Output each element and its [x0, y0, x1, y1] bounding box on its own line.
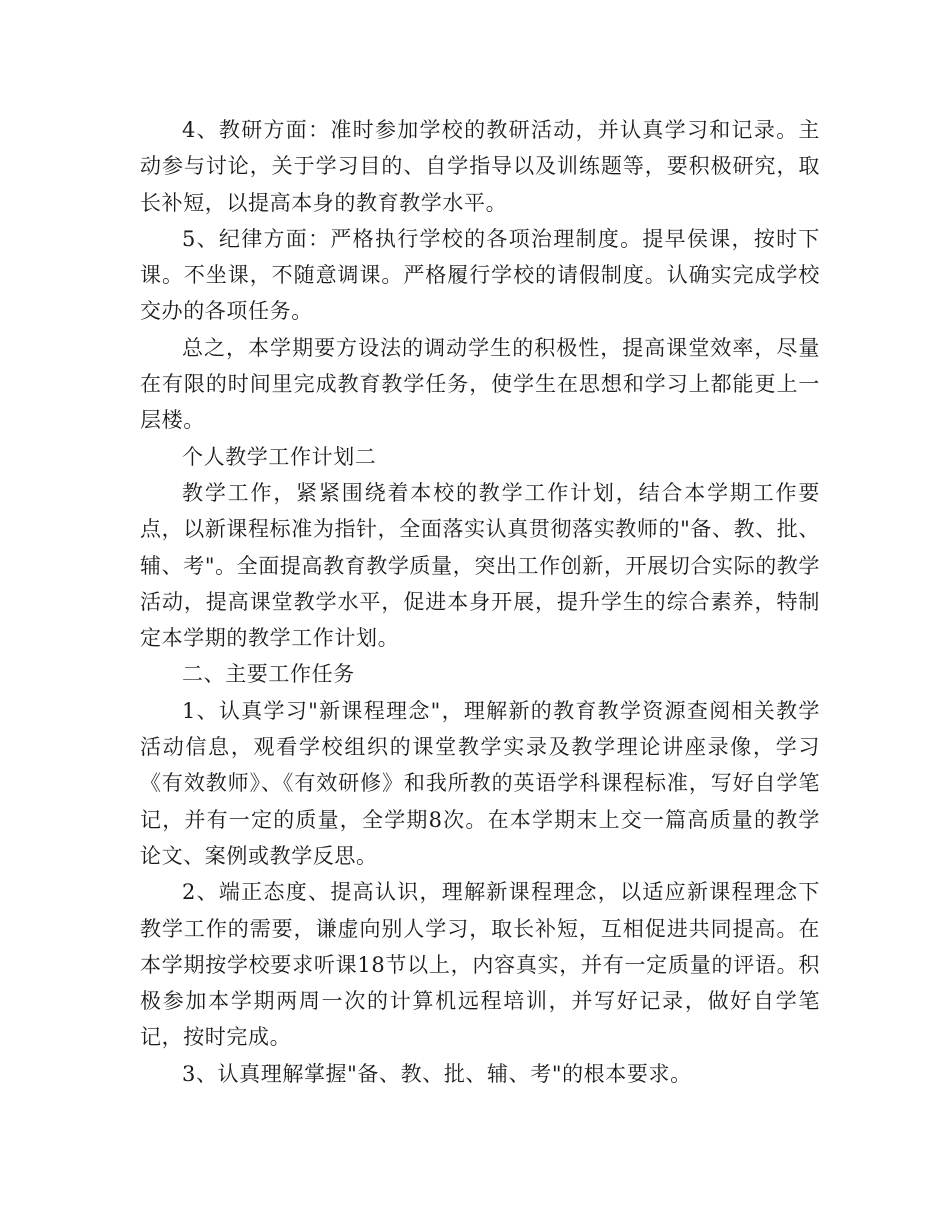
- paragraph-plan-intro: 教学工作，紧紧围绕着本校的教学工作计划，结合本学期工作要点，以新课程标准为指针，全面落实认真贯彻落实教师的"备、教、批、辅、考"。全面提高教育教学质量，突出工作创新，开展切合实际的教学活动，提高课堂教学水平，促进本身开展，提升学生的综合素养，特制定本学期的教学工作计划。: [140, 480, 820, 651]
- paragraph-discipline: 5、纪律方面：严格执行学校的各项治理制度。提早侯课，按时下课。不坐课，不随意调课。严格履行学校的请假制度。认确实完成学校交办的各项任务。: [140, 226, 820, 324]
- document-body: [140, 112, 820, 1092]
- section-heading-main-tasks: 二、主要工作任务: [182, 662, 355, 687]
- paragraph-task-1: 1、认真学习"新课程理念"，理解新的教育教学资源查阅相关教学活动信息，观看学校组织的课堂教学实录及教学理论讲座录像，学习《有效教师》、《有效研修》和我所教的英语学科课程标准，写好自学笔记，并有一定的质量，全学期8次。在本学期末上交一篇高质量的教学论文、案例或教学反思。: [140, 698, 820, 868]
- paragraph-task-2: 2、端正态度、提高认识，理解新课程理念，以适应新课程理念下教学工作的需要，谦虚向别人学习，取长补短，互相促进共同提高。在本学期按学校要求听课18节以上，内容真实，并有一定质量的评语。积极参加本学期两周一次的计算机远程培训，并写好记录，做好自学笔记，按时完成。: [140, 880, 820, 1050]
- paragraph-task-3: 3、认真理解掌握"备、教、批、辅、考"的根本要求。: [182, 1061, 692, 1086]
- paragraph-teaching-research: 4、教研方面：准时参加学校的教研活动，并认真学习和记录。主动参与讨论，关于学习目的、自学指导以及训练题等，要积极研究，取长补短，以提高本身的教育教学水平。: [140, 118, 820, 215]
- paragraph-summary: 总之，本学期要方设法的调动学生的积极性，提高课堂效率，尽量在有限的时间里完成教育教学任务，使学生在思想和学习上都能更上一层楼。: [140, 335, 820, 433]
- section-title-plan-two: 个人教学工作计划二: [182, 444, 377, 469]
